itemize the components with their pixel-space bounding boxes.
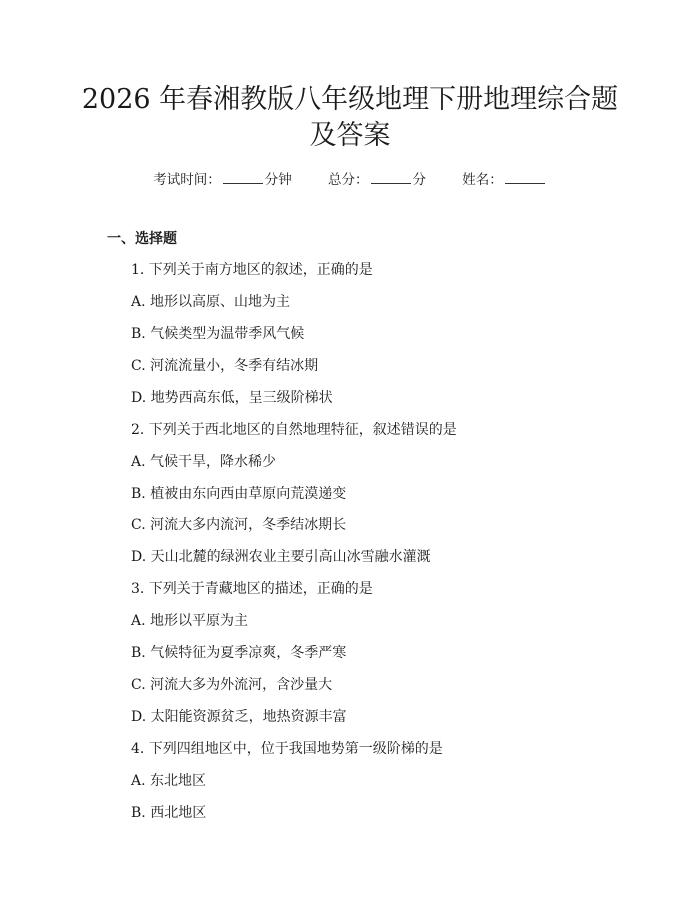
question-2: 2. 下列关于西北地区的自然地理特征，叙述错误的是	[131, 422, 457, 438]
name-blank	[505, 169, 545, 184]
question-4-option-b: B. 西北地区	[131, 805, 207, 821]
total-score-label: 总分：	[328, 172, 369, 188]
question-2-option-c: C. 河流大多内流河，冬季结冰期长	[131, 517, 347, 533]
question-2-option-d: D. 天山北麓的绿洲农业主要引高山冰雪融水灌溉	[131, 549, 431, 565]
total-score-field	[328, 169, 426, 190]
exam-time-field	[153, 169, 292, 190]
question-2-option-b: B. 植被由东向西由草原向荒漠递变	[131, 486, 347, 502]
exam-time-unit: 分钟	[264, 172, 292, 188]
question-1-option-a: A. 地形以高原、山地为主	[131, 294, 291, 310]
total-score-blank	[371, 169, 411, 184]
document-title-line-2: 及答案	[309, 120, 391, 151]
question-4: 4. 下列四组地区中，位于我国地势第一级阶梯的是	[131, 741, 443, 757]
question-1-option-d: D. 地势西高东低，呈三级阶梯状	[131, 390, 333, 406]
question-1: 1. 下列关于南方地区的叙述，正确的是	[131, 262, 373, 278]
question-1-option-c: C. 河流流量小，冬季有结冰期	[131, 358, 319, 374]
question-2-option-a: A. 气候干旱，降水稀少	[131, 454, 277, 470]
section-heading-multiple-choice: 一、选择题	[107, 231, 177, 247]
exam-time-label: 考试时间：	[153, 172, 221, 188]
exam-time-blank	[223, 169, 263, 184]
exam-info-row	[0, 169, 700, 190]
name-field	[462, 169, 547, 190]
question-3: 3. 下列关于青藏地区的描述，正确的是	[131, 581, 373, 597]
name-label: 姓名：	[462, 172, 503, 188]
question-3-option-b: B. 气候特征为夏季凉爽，冬季严寒	[131, 645, 347, 661]
total-score-unit: 分	[412, 172, 426, 188]
question-3-option-c: C. 河流大多为外流河，含沙量大	[131, 677, 333, 693]
question-3-option-a: A. 地形以平原为主	[131, 613, 249, 629]
document-title-line-1: 2026 年春湘教版八年级地理下册地理综合题	[81, 84, 619, 115]
question-4-option-a: A. 东北地区	[131, 773, 207, 789]
question-1-option-b: B. 气候类型为温带季风气候	[131, 326, 305, 342]
question-3-option-d: D. 太阳能资源贫乏，地热资源丰富	[131, 709, 347, 725]
